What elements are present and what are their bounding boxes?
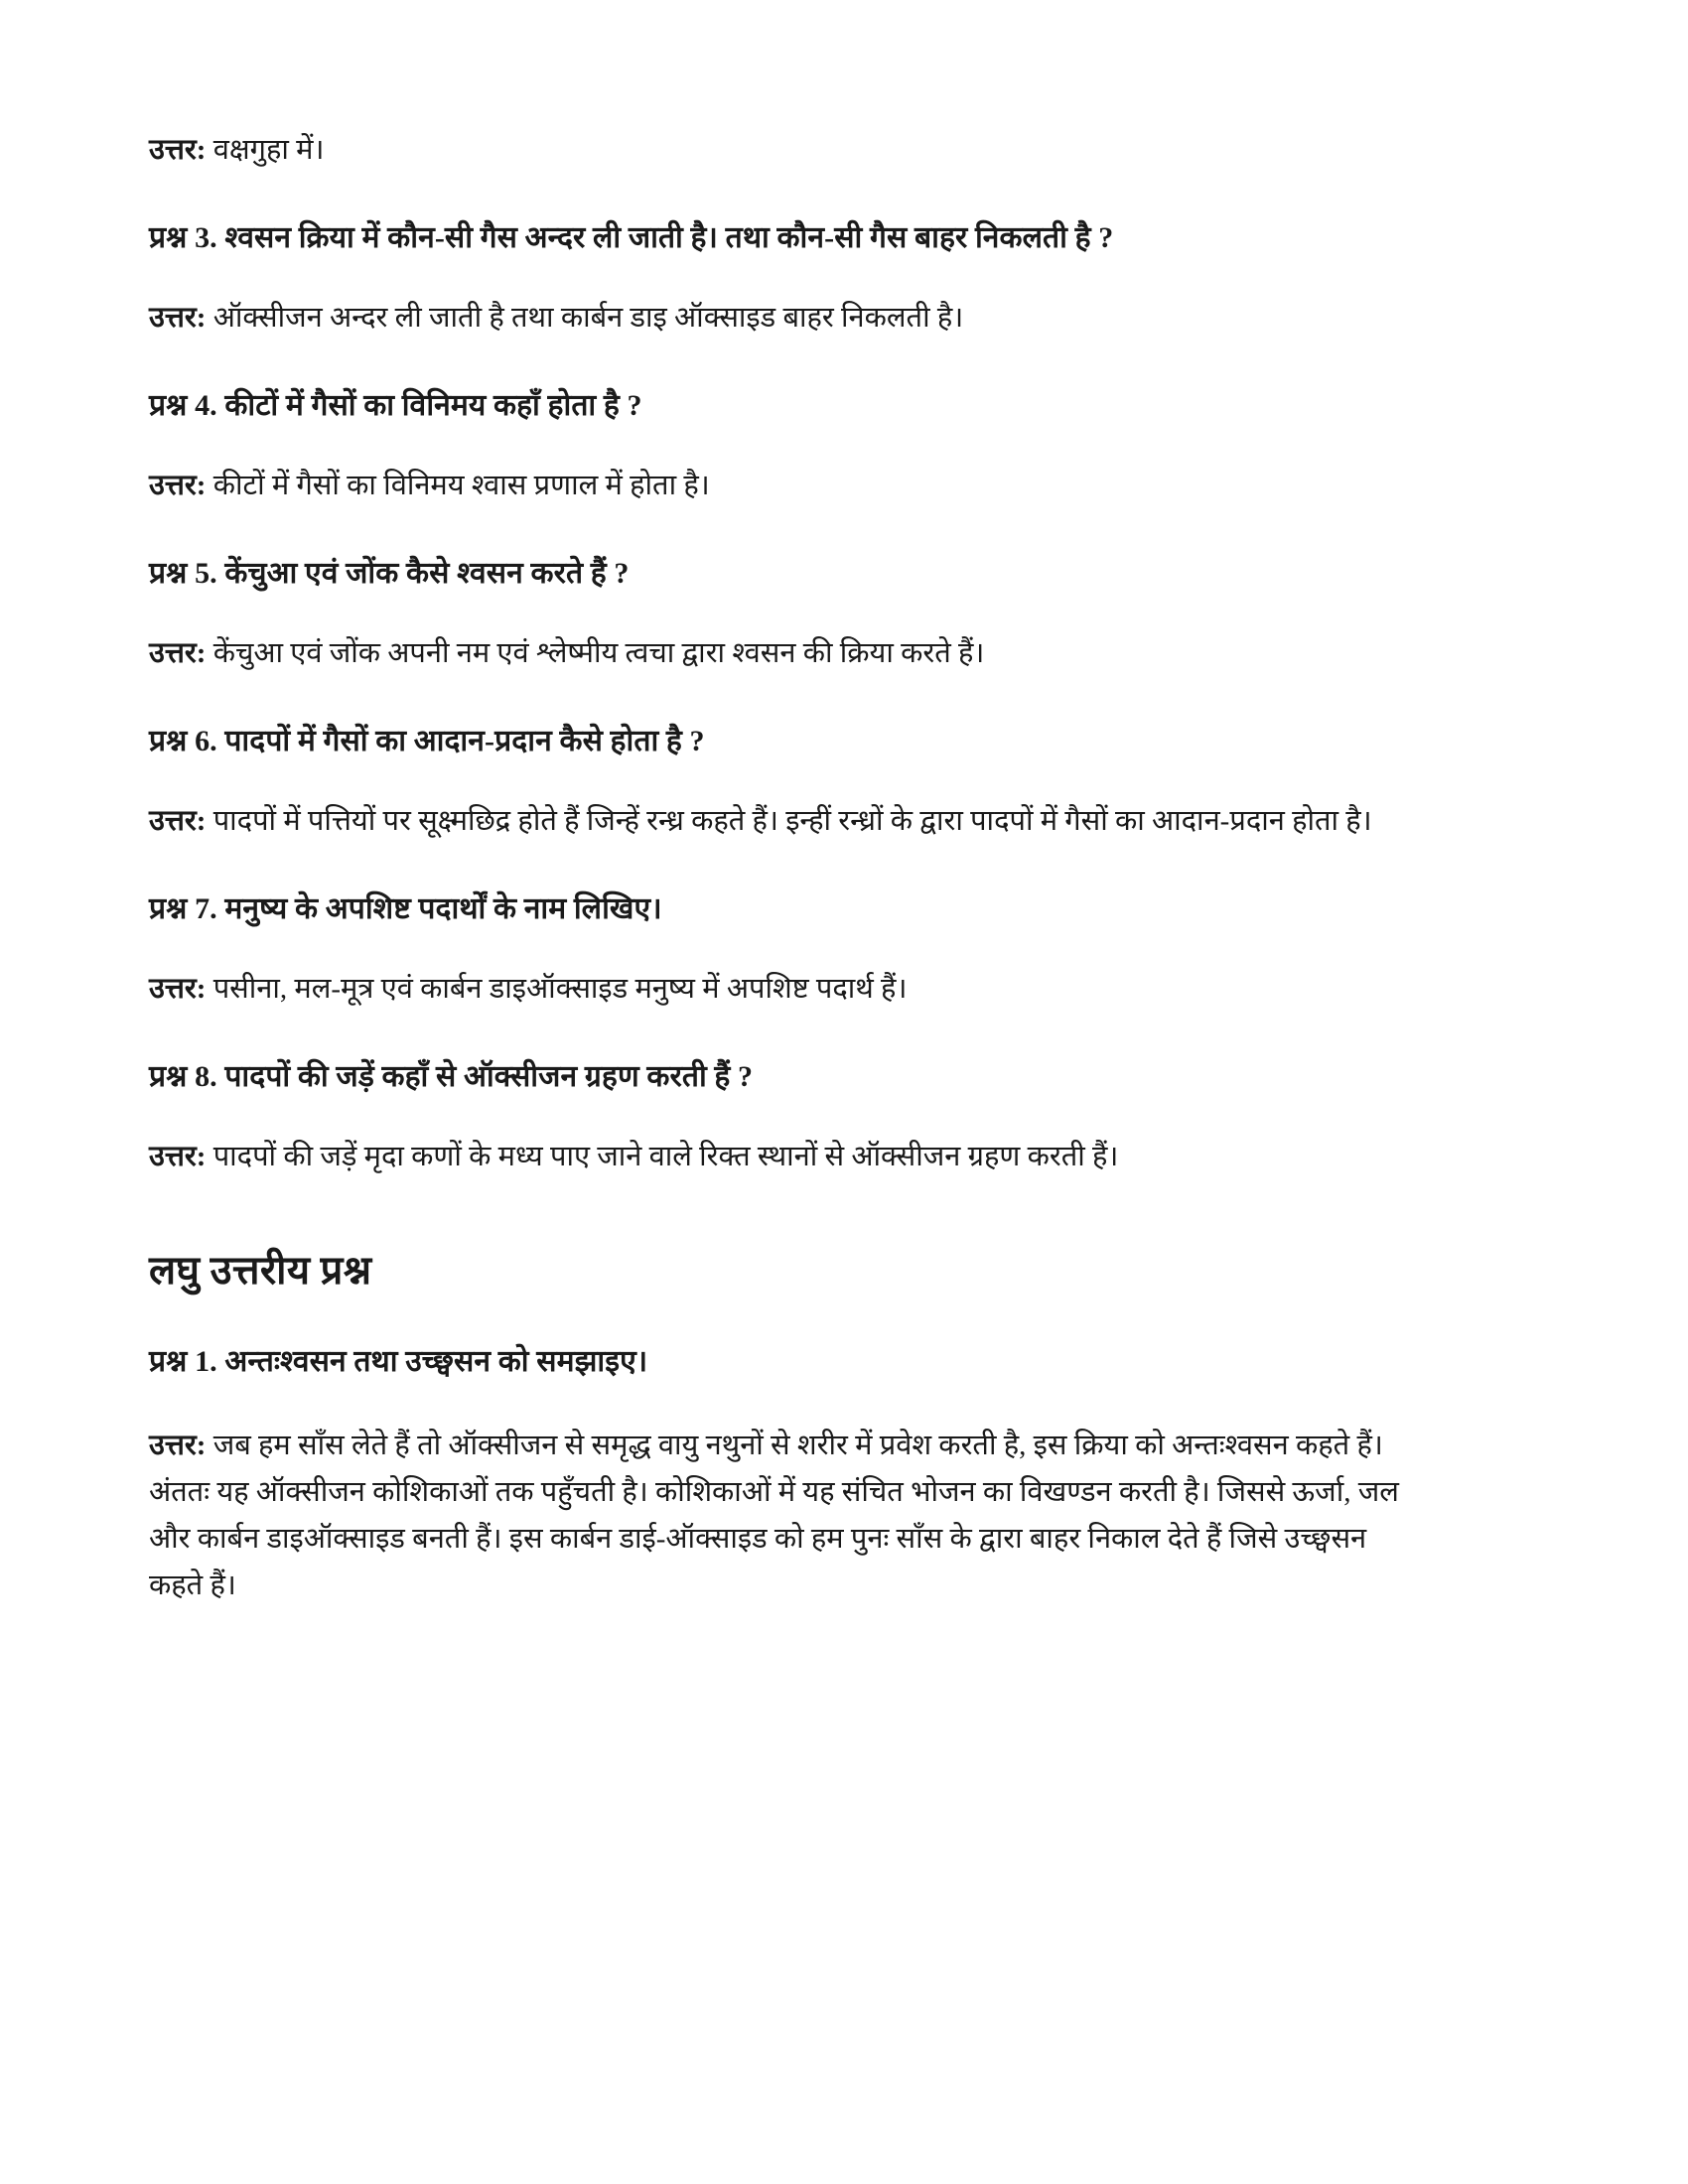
question-4 [149,384,1405,428]
answer-4-label: उत्तर: [149,470,207,501]
answer-label: उत्तर: [149,134,207,166]
section-heading-short-answer: लघु उत्तरीय प्रश्न [149,1247,372,1293]
question-5 [149,552,1405,596]
answer-4-text: कीटों में गैसों का विनिमय श्वास प्रणाल में होता है। [206,470,710,501]
question-6-label: प्रश्न 6. [149,724,217,757]
answer-8-text: पादपों की जड़ें मृदा कणों के मध्य पाए जाने वाले रिक्त स्थानों से ऑक्सीजन ग्रहण करती हैं। [206,1141,1119,1172]
answer-8-label: उत्तर: [149,1141,207,1172]
question-5-label: प्रश्न 5. [149,556,217,590]
question-3 [149,216,1405,260]
answer-text: वक्षगुहा में। [206,134,325,166]
question-3-label: प्रश्न 3. [149,220,217,254]
question-7-text: मनुष्य के अपशिष्ट पदार्थों के नाम लिखिए। [216,891,662,925]
question-6-text: पादपों में गैसों का आदान-प्रदान कैसे होता है ? [216,724,705,757]
answer-6-label: उत्तर: [149,805,207,837]
answer-5 [149,632,1405,676]
section-question-1-label: प्रश्न 1. [149,1344,217,1378]
question-7-label: प्रश्न 7. [149,891,217,925]
question-3-text: श्वसन क्रिया में कौन-सी गैस अन्दर ली जाती है। तथा कौन-सी गैस बाहर निकलती है ? [216,220,1114,254]
question-5-text: केंचुआ एवं जोंक कैसे श्वसन करते हैं ? [216,556,630,590]
question-8-label: प्रश्न 8. [149,1059,217,1093]
answer-7 [149,968,1405,1012]
question-8-text: पादपों की जड़ें कहाँ से ऑक्सीजन ग्रहण करती हैं ? [216,1059,754,1093]
answer-4 [149,465,1405,508]
answer-7-label: उत्तर: [149,973,207,1005]
answer-5-label: उत्तर: [149,637,207,669]
answer-8 [149,1136,1405,1179]
answer-6 [149,800,1405,844]
answer-5-text: केंचुआ एवं जोंक अपनी नम एवं श्लेष्मीय त्वचा द्वारा श्वसन की क्रिया करते हैं। [206,637,985,669]
question-7 [149,887,1405,931]
question-4-text: कीटों में गैसों का विनिमय कहाँ होता है ? [216,388,642,422]
page-content [149,129,1405,1609]
section-answer-1-text: जब हम साँस लेते हैं तो ऑक्सीजन से समृद्ध वायु नथुनों से शरीर में प्रवेश करती है, इस क्रिया को अन्तःश्वसन कहते हैं। अंततः यह ऑक्सीजन कोशिकाओं तक पहुँचती है। कोशिकाओं में यह संचित भोजन का विखण्डन करती है। जिससे ऊर्जा, जल और कार्बन डाइऑक्साइड बनती हैं। इस कार्बन डाई-ऑक्साइड को हम पुनः साँस के द्वारा बाहर निकाल देते हैं जिसे उच्छ्वसन कहते हैं। [149,1430,1399,1601]
section-question-1 [149,1340,1405,1384]
section-answer-1-label: उत्तर: [149,1430,207,1461]
answer-6-text: पादपों में पत्तियों पर सूक्ष्मछिद्र होते हैं जिन्हें रन्ध्र कहते हैं। इन्हीं रन्ध्रों के द्वारा पादपों में गैसों का आदान-प्रदान होता है। [206,805,1372,837]
section-answer-1 [149,1423,1405,1609]
answer-3-text: ऑक्सीजन अन्दर ली जाती है तथा कार्बन डाइ ऑक्साइड बाहर निकलती है। [206,302,964,334]
answer-7-text: पसीना, मल-मूत्र एवं कार्बन डाइऑक्साइड मनुष्य में अपशिष्ट पदार्थ हैं। [206,973,908,1005]
question-6 [149,720,1405,763]
question-8 [149,1055,1405,1099]
section-question-1-text: अन्तःश्वसन तथा उच्छ्वसन को समझाइए। [216,1344,648,1378]
answer-3 [149,297,1405,341]
answer-3-label: उत्तर: [149,302,207,334]
answer-carryover [149,129,1405,173]
question-4-label: प्रश्न 4. [149,388,217,422]
